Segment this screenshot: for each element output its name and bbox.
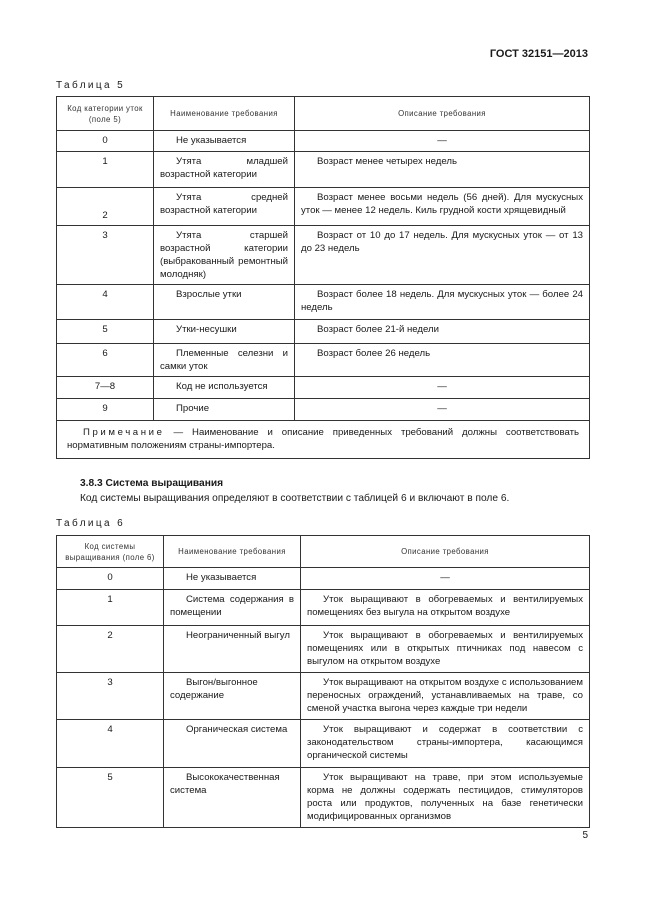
name-cell: Прочие	[154, 399, 295, 421]
description-cell: Возраст менее восьми недель (56 дней). Для мускусных уток — менее 12 недель. Киль грудной кости хрящевидный	[295, 188, 590, 226]
description-cell: —	[295, 399, 590, 421]
description-cell: —	[295, 131, 590, 152]
code-cell: 3	[57, 226, 154, 285]
column-header: Описание требования	[295, 97, 590, 131]
table-row	[57, 320, 590, 344]
name-cell: Утята младшей возрастной категории	[154, 152, 295, 188]
table-row	[57, 590, 590, 626]
code-cell: 4	[57, 285, 154, 320]
description-cell: Возраст от 10 до 17 недель. Для мускусных уток — от 13 до 23 недель	[295, 226, 590, 285]
name-cell: Племенные селезни и самки уток	[154, 344, 295, 377]
table-row	[57, 377, 590, 399]
description-cell: Возраст более 26 недель	[295, 344, 590, 377]
description-cell: Возраст менее четырех недель	[295, 152, 590, 188]
table-row	[57, 226, 590, 285]
table5-note-row	[57, 421, 590, 459]
table6-header-row	[57, 536, 590, 568]
section-paragraph: Код системы выращивания определяют в соответствии с таблицей 6 и включают в поле 6.	[80, 493, 510, 504]
description-cell: —	[295, 377, 590, 399]
note-text: — Наименование и описание приведенных требований должны соответствовать нормативным положениям страны-импортера.	[67, 427, 579, 451]
name-cell: Система содержания в помещении	[164, 590, 301, 626]
code-cell: 5	[57, 768, 164, 828]
name-cell: Неограниченный выгул	[164, 626, 301, 673]
section-title: 3.8.3 Система выращивания	[80, 478, 224, 489]
note-label: Примечание	[83, 427, 165, 438]
code-cell: 0	[57, 568, 164, 590]
table5-header-row	[57, 97, 590, 131]
column-header: Код системы выращивания (поле 6)	[57, 536, 164, 568]
code-cell: 6	[57, 344, 154, 377]
code-cell: 2	[57, 626, 164, 673]
name-cell: Утята старшей возрастной категории (выбракованный ремонтный молодняк)	[154, 226, 295, 285]
name-cell: Не указывается	[154, 131, 295, 152]
code-cell: 2	[57, 188, 154, 226]
column-header: Код категории уток (поле 5)	[57, 97, 154, 131]
name-cell: Не указывается	[164, 568, 301, 590]
table-row	[57, 626, 590, 673]
description-cell: Возраст более 21-й недели	[295, 320, 590, 344]
table-row	[57, 399, 590, 421]
table-row	[57, 768, 590, 828]
code-cell: 4	[57, 720, 164, 768]
code-cell: 9	[57, 399, 154, 421]
description-cell: Возраст более 18 недель. Для мускусных уток — более 24 недель	[295, 285, 590, 320]
table-row	[57, 344, 590, 377]
code-cell: 0	[57, 131, 154, 152]
table5-note	[57, 421, 590, 459]
table5	[56, 96, 590, 459]
description-cell: Уток выращивают в обогреваемых и вентилируемых помещениях или в открытых птичниках под навесом с выгулом на открытом воздухе	[301, 626, 590, 673]
code-cell: 1	[57, 590, 164, 626]
name-cell: Утята средней возрастной категории	[154, 188, 295, 226]
name-cell: Высококачественная система	[164, 768, 301, 828]
code-cell: 7—8	[57, 377, 154, 399]
column-header: Наименование требования	[164, 536, 301, 568]
table-row	[57, 720, 590, 768]
code-cell: 1	[57, 152, 154, 188]
table-row	[57, 131, 590, 152]
table-row	[57, 285, 590, 320]
name-cell: Органическая система	[164, 720, 301, 768]
table-row	[57, 188, 590, 226]
description-cell: Уток выращивают в обогреваемых и вентилируемых помещениях без выгула на открытом воздухе	[301, 590, 590, 626]
name-cell: Взрослые утки	[154, 285, 295, 320]
name-cell: Выгон/выгонное содержание	[164, 673, 301, 720]
table-row	[57, 673, 590, 720]
description-cell: Уток выращивают и содержат в соответствии с законодательством страны-импортера, касающимся органической системы	[301, 720, 590, 768]
column-header: Наименование требования	[154, 97, 295, 131]
table-row	[57, 568, 590, 590]
code-cell: 3	[57, 673, 164, 720]
page-number: 5	[582, 830, 588, 841]
description-cell: —	[301, 568, 590, 590]
description-cell: Уток выращивают на открытом воздухе с использованием переносных ограждений, устанавливаемых на траве, со сменой участка выгона через каждые три недели	[301, 673, 590, 720]
table6	[56, 535, 590, 828]
description-cell: Уток выращивают на траве, при этом используемые корма не должны содержать пестицидов, стимуляторов роста или продуктов, полученных на базе генетически модифицированных организмов	[301, 768, 590, 828]
document-header: ГОСТ 32151—2013	[489, 48, 588, 60]
name-cell: Утки-несушки	[154, 320, 295, 344]
table5-caption: Таблица 5	[56, 80, 126, 91]
table6-caption: Таблица 6	[56, 518, 126, 529]
column-header: Описание требования	[301, 536, 590, 568]
table-row	[57, 152, 590, 188]
name-cell: Код не используется	[154, 377, 295, 399]
code-cell: 5	[57, 320, 154, 344]
